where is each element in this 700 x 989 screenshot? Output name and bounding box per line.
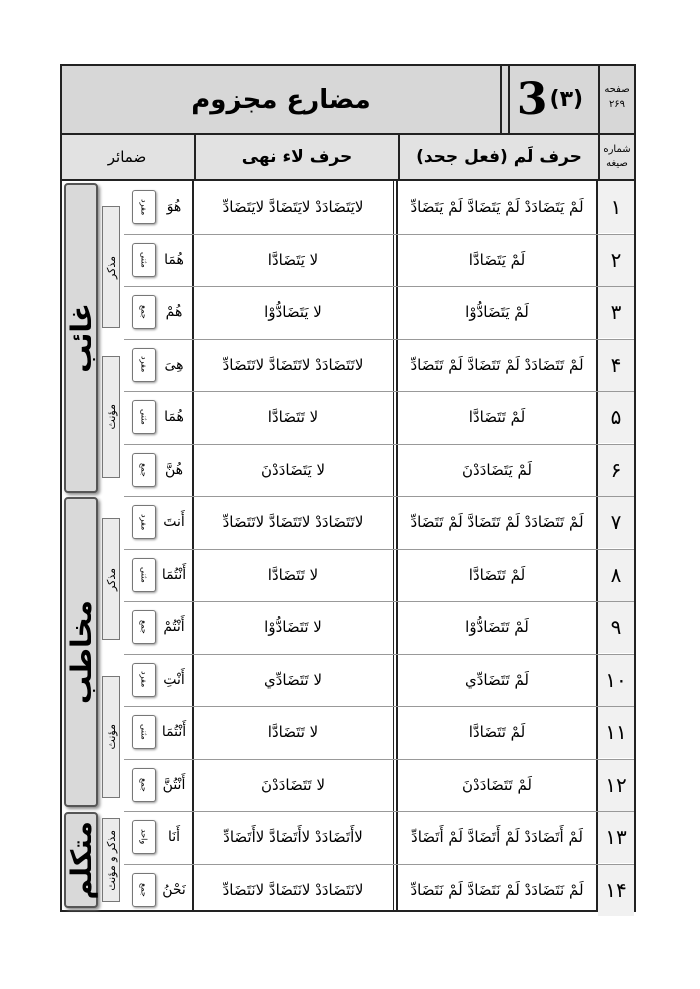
gender-label: مذکر — [104, 255, 118, 279]
row-index: ۱۰ — [598, 654, 634, 706]
column-header-row — [62, 135, 634, 181]
number-tag: مفرد — [132, 348, 156, 382]
table-row — [62, 286, 634, 338]
row-index: ۱۲ — [598, 759, 634, 811]
lam-form: لَمْ نَتَضَادَدْ لَمْ نَتَضَادَّ لَمْ نَتَضَادِّ — [410, 880, 584, 899]
table-row — [62, 811, 634, 863]
lam-form: لَمْ تَتَضَادُّوْا — [465, 618, 529, 636]
pronoun: هُمَا — [164, 251, 184, 268]
row-index: ۱۱ — [598, 706, 634, 758]
la-form: لاتَتَضَادَدْ لاتَتَضَادَّ لاتَتَضَادِّ — [222, 355, 364, 374]
lesson-sub-number: (۳) — [549, 87, 584, 112]
page-title: مضارع مجزوم — [191, 84, 371, 115]
number-tag: جمع — [132, 295, 156, 329]
row-separator — [124, 391, 634, 392]
number-tag: جمع — [132, 453, 156, 487]
la-form: لا تَتَضَادُّوْا — [264, 618, 322, 636]
table-row — [62, 601, 634, 653]
group-mukhatab — [64, 497, 98, 807]
la-form: لا تَتَضَادَدْنَ — [261, 775, 325, 794]
lesson-number-cell — [500, 66, 598, 133]
pronoun-column-header: ضمائر — [107, 148, 147, 166]
la-form: لا يَتَضَادَدْنَ — [261, 460, 325, 479]
row-separator — [124, 654, 634, 655]
lam-form: لَمْ تَتَضَادَدْ لَمْ تَتَضَادَّ لَمْ تَتَضَادِّ — [410, 355, 584, 374]
page-number-cell — [598, 66, 634, 133]
table-row — [62, 706, 634, 758]
group-ghaib — [64, 183, 98, 493]
table-row — [62, 181, 634, 233]
row-separator — [124, 811, 634, 812]
gender-ghaib-f — [102, 356, 120, 478]
pronoun: أَنْتُنَّ — [162, 776, 186, 793]
pronoun: أَنْتِ — [163, 671, 185, 688]
row-separator — [124, 286, 634, 287]
pronoun: أَنْتُمَا — [161, 724, 187, 740]
page-label: صفحه — [604, 84, 630, 95]
index-column-header — [598, 135, 634, 179]
la-form: لانَتَضَادَدْ لانَتَضَادَّ لانَتَضَادِّ — [222, 880, 364, 899]
table-row — [62, 391, 634, 443]
la-form: لا تَتَضَادَّا — [267, 565, 319, 584]
pronoun: أَنْتُمْ — [163, 619, 185, 635]
row-separator — [124, 706, 634, 707]
pronoun: هِیَ — [164, 356, 184, 373]
row-index: ۱۴ — [598, 864, 634, 916]
pronoun: هُوَ — [166, 199, 182, 215]
number-tag: مثنی — [132, 715, 156, 749]
row-index: ۹ — [598, 601, 634, 653]
lam-form: لَمْ يَتَضَادَدْ لَمْ يَتَضَادَّ لَمْ يَتَضَادِّ — [410, 198, 584, 216]
table-row — [62, 339, 634, 391]
lam-form: لَمْ أَتَضَادَدْ لَمْ أَتَضَادَّ لَمْ أَتَضَادِّ — [411, 828, 583, 846]
row-index: ۱۳ — [598, 811, 634, 863]
row-index: ۷ — [598, 496, 634, 548]
row-separator — [124, 444, 634, 445]
group-label: مخاطب — [64, 599, 98, 705]
table-row — [62, 234, 634, 286]
conjugation-table — [60, 64, 636, 912]
la-form: لاتَتَضَادَدْ لاتَتَضَادَّ لاتَتَضَادِّ — [222, 513, 364, 531]
lesson-number: 3 — [516, 74, 548, 125]
gender-mutakallim — [102, 818, 120, 902]
number-tag: مثنی — [132, 243, 156, 277]
la-form: لايَتَضَادَدْ لايَتَضَادَّ لايَتَضَادِّ — [222, 198, 364, 216]
table-row — [62, 654, 634, 706]
gender-mukhatab-m — [102, 518, 120, 640]
row-separator — [124, 549, 634, 550]
group-mutakallim — [64, 812, 98, 908]
pronoun: هُمَا — [164, 409, 184, 425]
row-separator — [124, 496, 634, 497]
row-index: ۳ — [598, 286, 634, 338]
la-form: لا يَتَضَادَّا — [267, 250, 319, 269]
gender-ghaib-m — [102, 206, 120, 328]
index-header-line1: شماره — [603, 144, 631, 155]
lam-column-header: حرف لَم (فعل جحد) — [398, 135, 598, 179]
pronoun: أَنَا — [167, 829, 181, 845]
group-label: غائب — [64, 303, 98, 373]
row-index: ۲ — [598, 234, 634, 286]
number-tag: جمع — [132, 768, 156, 802]
la-form: لاأَتَضَادَدْ لاأَتَضَادَّ لاأَتَضَادِّ — [223, 828, 363, 846]
gender-label: مذکر و مؤنث — [104, 829, 118, 891]
la-form: لا تَتَضَادِّي — [263, 670, 323, 689]
lam-form: لَمْ تَتَضَادَّا — [468, 565, 526, 584]
row-index: ۴ — [598, 339, 634, 391]
pronoun: أَنتَ — [163, 514, 185, 530]
page-number: ۲۶۹ — [608, 99, 626, 110]
number-tag: جمع — [132, 610, 156, 644]
row-separator — [124, 601, 634, 602]
row-index: ۱ — [598, 181, 634, 233]
table-row — [62, 864, 634, 916]
number-tag: مفرد — [132, 663, 156, 697]
gender-label: مذکر — [104, 567, 118, 591]
number-tag: جمع — [132, 873, 156, 907]
lam-form: لَمْ تَتَضَادِّي — [464, 670, 530, 689]
lam-form: لَمْ تَتَضَادَدْ لَمْ تَتَضَادَّ لَمْ تَتَضَادِّ — [410, 513, 584, 531]
la-form: لا تَتَضَادَّا — [267, 408, 319, 426]
gender-label: مؤنث — [104, 724, 118, 750]
lam-form: لَمْ تَتَضَادَّا — [468, 408, 526, 426]
table-row — [62, 496, 634, 548]
row-separator — [124, 759, 634, 760]
row-separator — [124, 339, 634, 340]
lam-form: لَمْ يَتَضَادَدْنَ — [462, 460, 532, 479]
row-index: ۸ — [598, 549, 634, 601]
lam-form: لَمْ تَتَضَادَّا — [468, 723, 526, 741]
pronoun: أَنْتُمَا — [161, 566, 187, 583]
gender-label: مؤنث — [104, 404, 118, 430]
table-row — [62, 444, 634, 496]
table-row — [62, 549, 634, 601]
la-form: لا يَتَضَادُّوْا — [264, 303, 322, 321]
lam-form: لَمْ تَتَضَادَدْنَ — [462, 775, 532, 794]
number-tag: مفرد — [132, 190, 156, 224]
la-column-header: حرف لاء نهی — [194, 135, 398, 179]
number-tag: مثنی — [132, 558, 156, 592]
group-label: متكلم — [64, 820, 98, 900]
pronoun: نَحْنُ — [162, 881, 186, 898]
number-tag: واحد — [132, 820, 156, 854]
table-header — [62, 66, 634, 135]
table-row — [62, 759, 634, 811]
gender-mukhatab-f — [102, 676, 120, 798]
index-header-line2: صیغه — [606, 158, 628, 169]
divider — [502, 66, 510, 133]
number-tag: مفرد — [132, 505, 156, 539]
lam-form: لَمْ يَتَضَادُّوْا — [465, 303, 529, 321]
pronoun: هُمْ — [165, 304, 183, 320]
row-separator — [124, 234, 634, 235]
number-tag: مثنی — [132, 400, 156, 434]
la-form: لا تَتَضَادَّا — [267, 723, 319, 741]
lam-form: لَمْ يَتَضَادَّا — [468, 250, 526, 269]
row-index: ۵ — [598, 391, 634, 443]
row-separator — [124, 864, 634, 865]
pronoun: هُنَّ — [164, 461, 184, 478]
row-index: ۶ — [598, 444, 634, 496]
